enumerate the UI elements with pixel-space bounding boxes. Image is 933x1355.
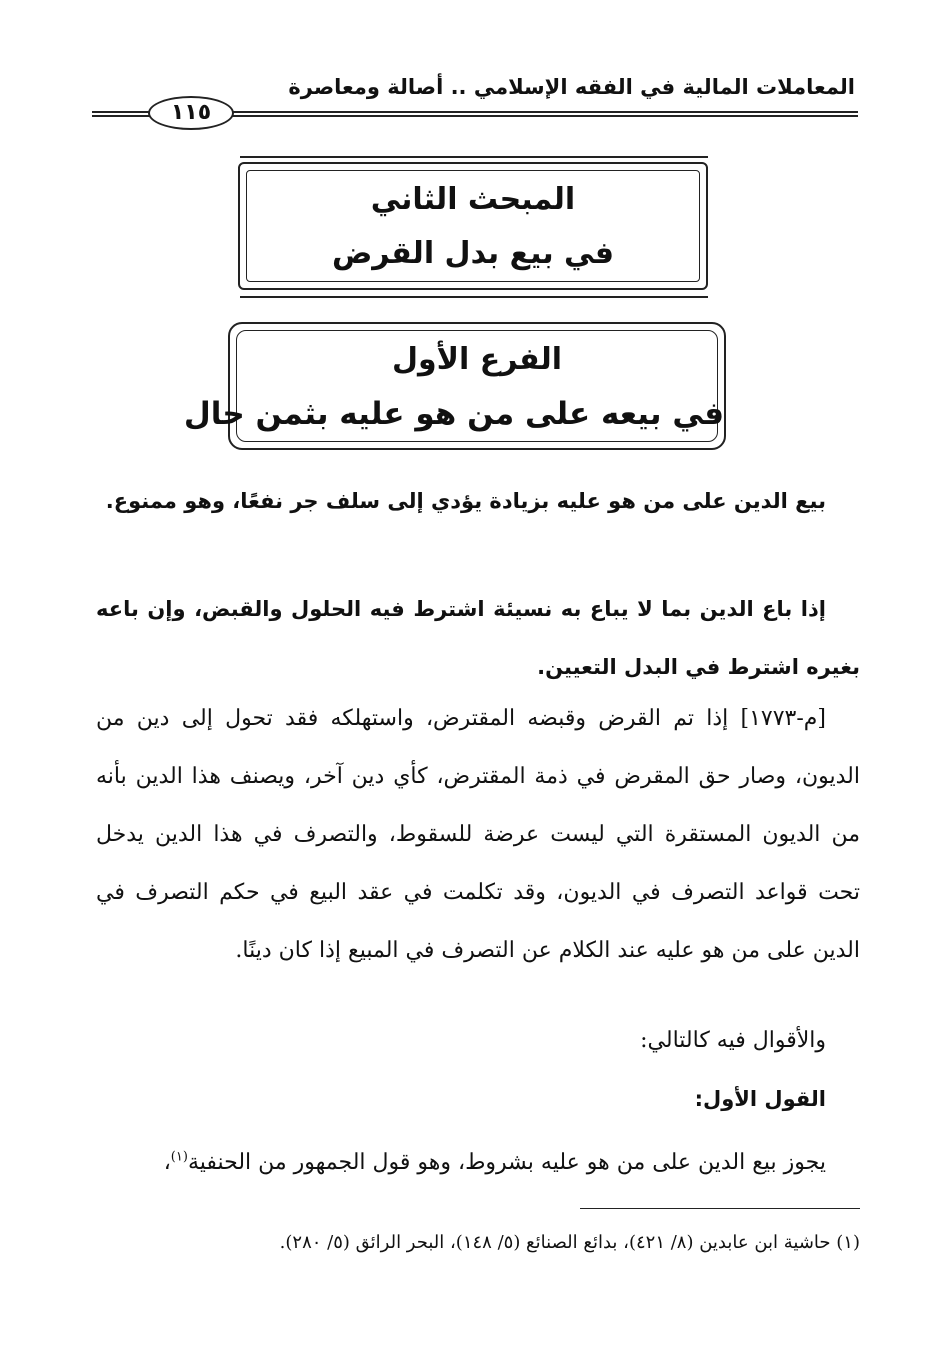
section-rule [240, 296, 708, 298]
section-subtitle: في بيع بدل القرض [331, 236, 615, 271]
section-rule [240, 156, 708, 158]
running-header-title: المعاملات المالية في الفقه الإسلامي .. أصالة ومعاصرة [288, 75, 855, 99]
subsection-subtitle: في بيعه على من هو عليه بثمن حال [183, 396, 724, 432]
first-opinion-text: يجوز بيع الدين على من هو عليه بشروط، وهو قول الجمهور من الحنفية [187, 1150, 826, 1175]
section-title-box [238, 162, 708, 290]
footnote-1: (١) حاشية ابن عابدين (٨/ ٤٢١)، بدائع الصنائع (٥/ ١٤٨)، البحر الرائق (٥/ ٢٨٠). [279, 1232, 860, 1253]
first-opinion-paragraph [96, 1134, 860, 1192]
body-paragraph: [م-١٧٧٣] إذا تم القرض وقبضه المقترض، واستهلكه فقد تحول إلى دين من الديون، وصار حق المقرض في ذمة المقترض، كأي دين آخر، ويصنف هذا الدين بأنه من الديون المستقرة التي ليست عرضة للسقوط، والتصرف في هذا الدين يدخل تحت قواعد التصرف في الديون، وقد تكلمت في عقد البيع في حكم التصرف في الدين على من هو عليه عند الكلام عن التصرف في المبيع إذا كان دينًا. [96, 706, 860, 963]
page-number: ١١٥ [148, 96, 234, 130]
subsection-title-box [183, 322, 726, 450]
footnote-reference[interactable]: (١) [170, 1149, 188, 1165]
rule-paragraph-1: بيع الدين على من هو عليه بزيادة يؤدي إلى سلف جر نفعًا، وهو ممنوع. [105, 489, 826, 513]
footnote-rule [580, 1208, 860, 1209]
first-opinion-tail: ، [163, 1150, 171, 1175]
subsection-title: الفرع الأول [391, 342, 563, 377]
rule-paragraph-2: إذا باع الدين بما لا يباع به نسيئة اشترط فيه الحلول والقبض، وإن باعه بغيره اشترط في البدل التعيين. [96, 597, 860, 679]
section-title: المبحث الثاني [370, 182, 576, 217]
opinions-intro: والأقوال فيه كالتالي: [640, 1028, 826, 1053]
first-opinion-heading: القول الأول: [694, 1087, 826, 1111]
